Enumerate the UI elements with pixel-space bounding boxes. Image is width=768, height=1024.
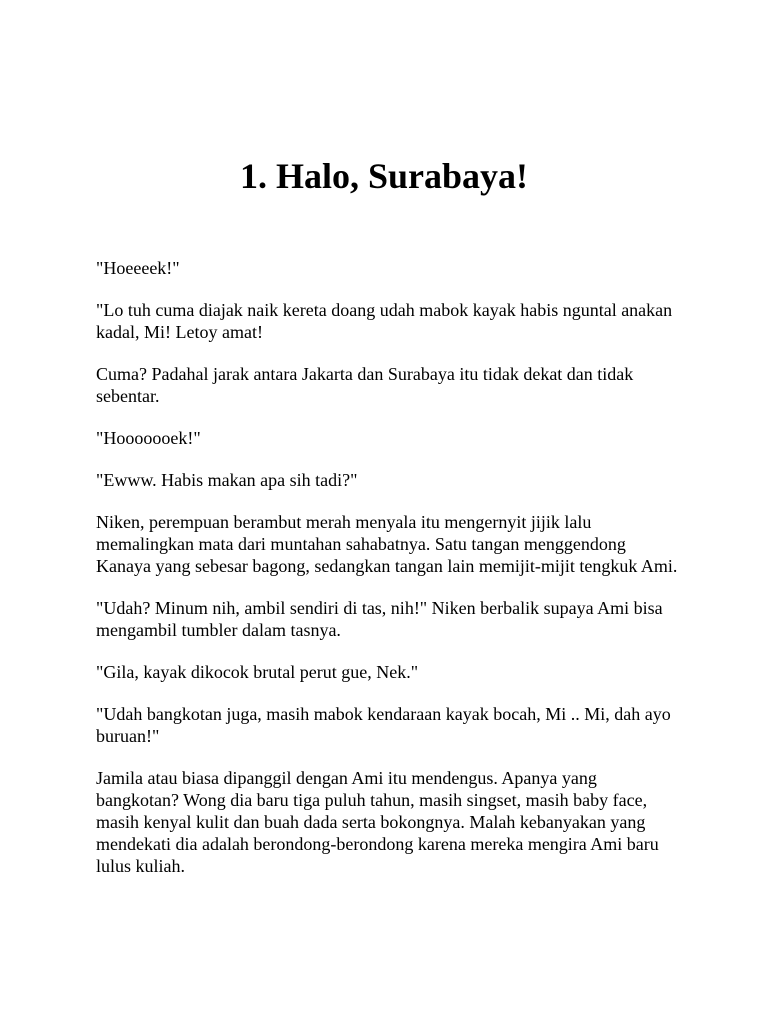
story-body [96, 257, 678, 897]
paragraph: "Udah? Minum nih, ambil sendiri di tas, nih!" Niken berbalik supaya Ami bisa mengambil tumbler dalam tasnya. [96, 598, 663, 640]
paragraph: Jamila atau biasa dipanggil dengan Ami itu mendengus. Apanya yang bangkotan? Wong dia baru tiga puluh tahun, masih singset, masih baby face, masih kenyal kulit dan buah dada serta bokongnya. Malah kebanyakan yang mendekati dia adalah berondong-berondong karena mereka mengira Ami baru lulus kuliah. [96, 768, 659, 876]
paragraph: "Hoeeeek!" [96, 258, 180, 278]
paragraph: "Hooooooek!" [96, 428, 201, 448]
paragraph: Niken, perempuan berambut merah menyala itu mengernyit jijik lalu memalingkan mata dari muntahan sahabatnya. Satu tangan menggendong Kanaya yang sebesar bagong, sedangkan tangan lain memijit-mijit tengkuk Ami. [96, 512, 678, 576]
paragraph: "Gila, kayak dikocok brutal perut gue, Nek." [96, 662, 419, 682]
paragraph: "Ewww. Habis makan apa sih tadi?" [96, 470, 358, 490]
paragraph: Cuma? Padahal jarak antara Jakarta dan Surabaya itu tidak dekat dan tidak sebentar. [96, 364, 634, 406]
chapter-title: 1. Halo, Surabaya! [239, 156, 529, 196]
paragraph: "Udah bangkotan juga, masih mabok kendaraan kayak bocah, Mi .. Mi, dah ayo buruan!" [96, 704, 671, 746]
paragraph: "Lo tuh cuma diajak naik kereta doang udah mabok kayak habis nguntal anakan kadal, Mi! Letoy amat! [96, 300, 673, 342]
